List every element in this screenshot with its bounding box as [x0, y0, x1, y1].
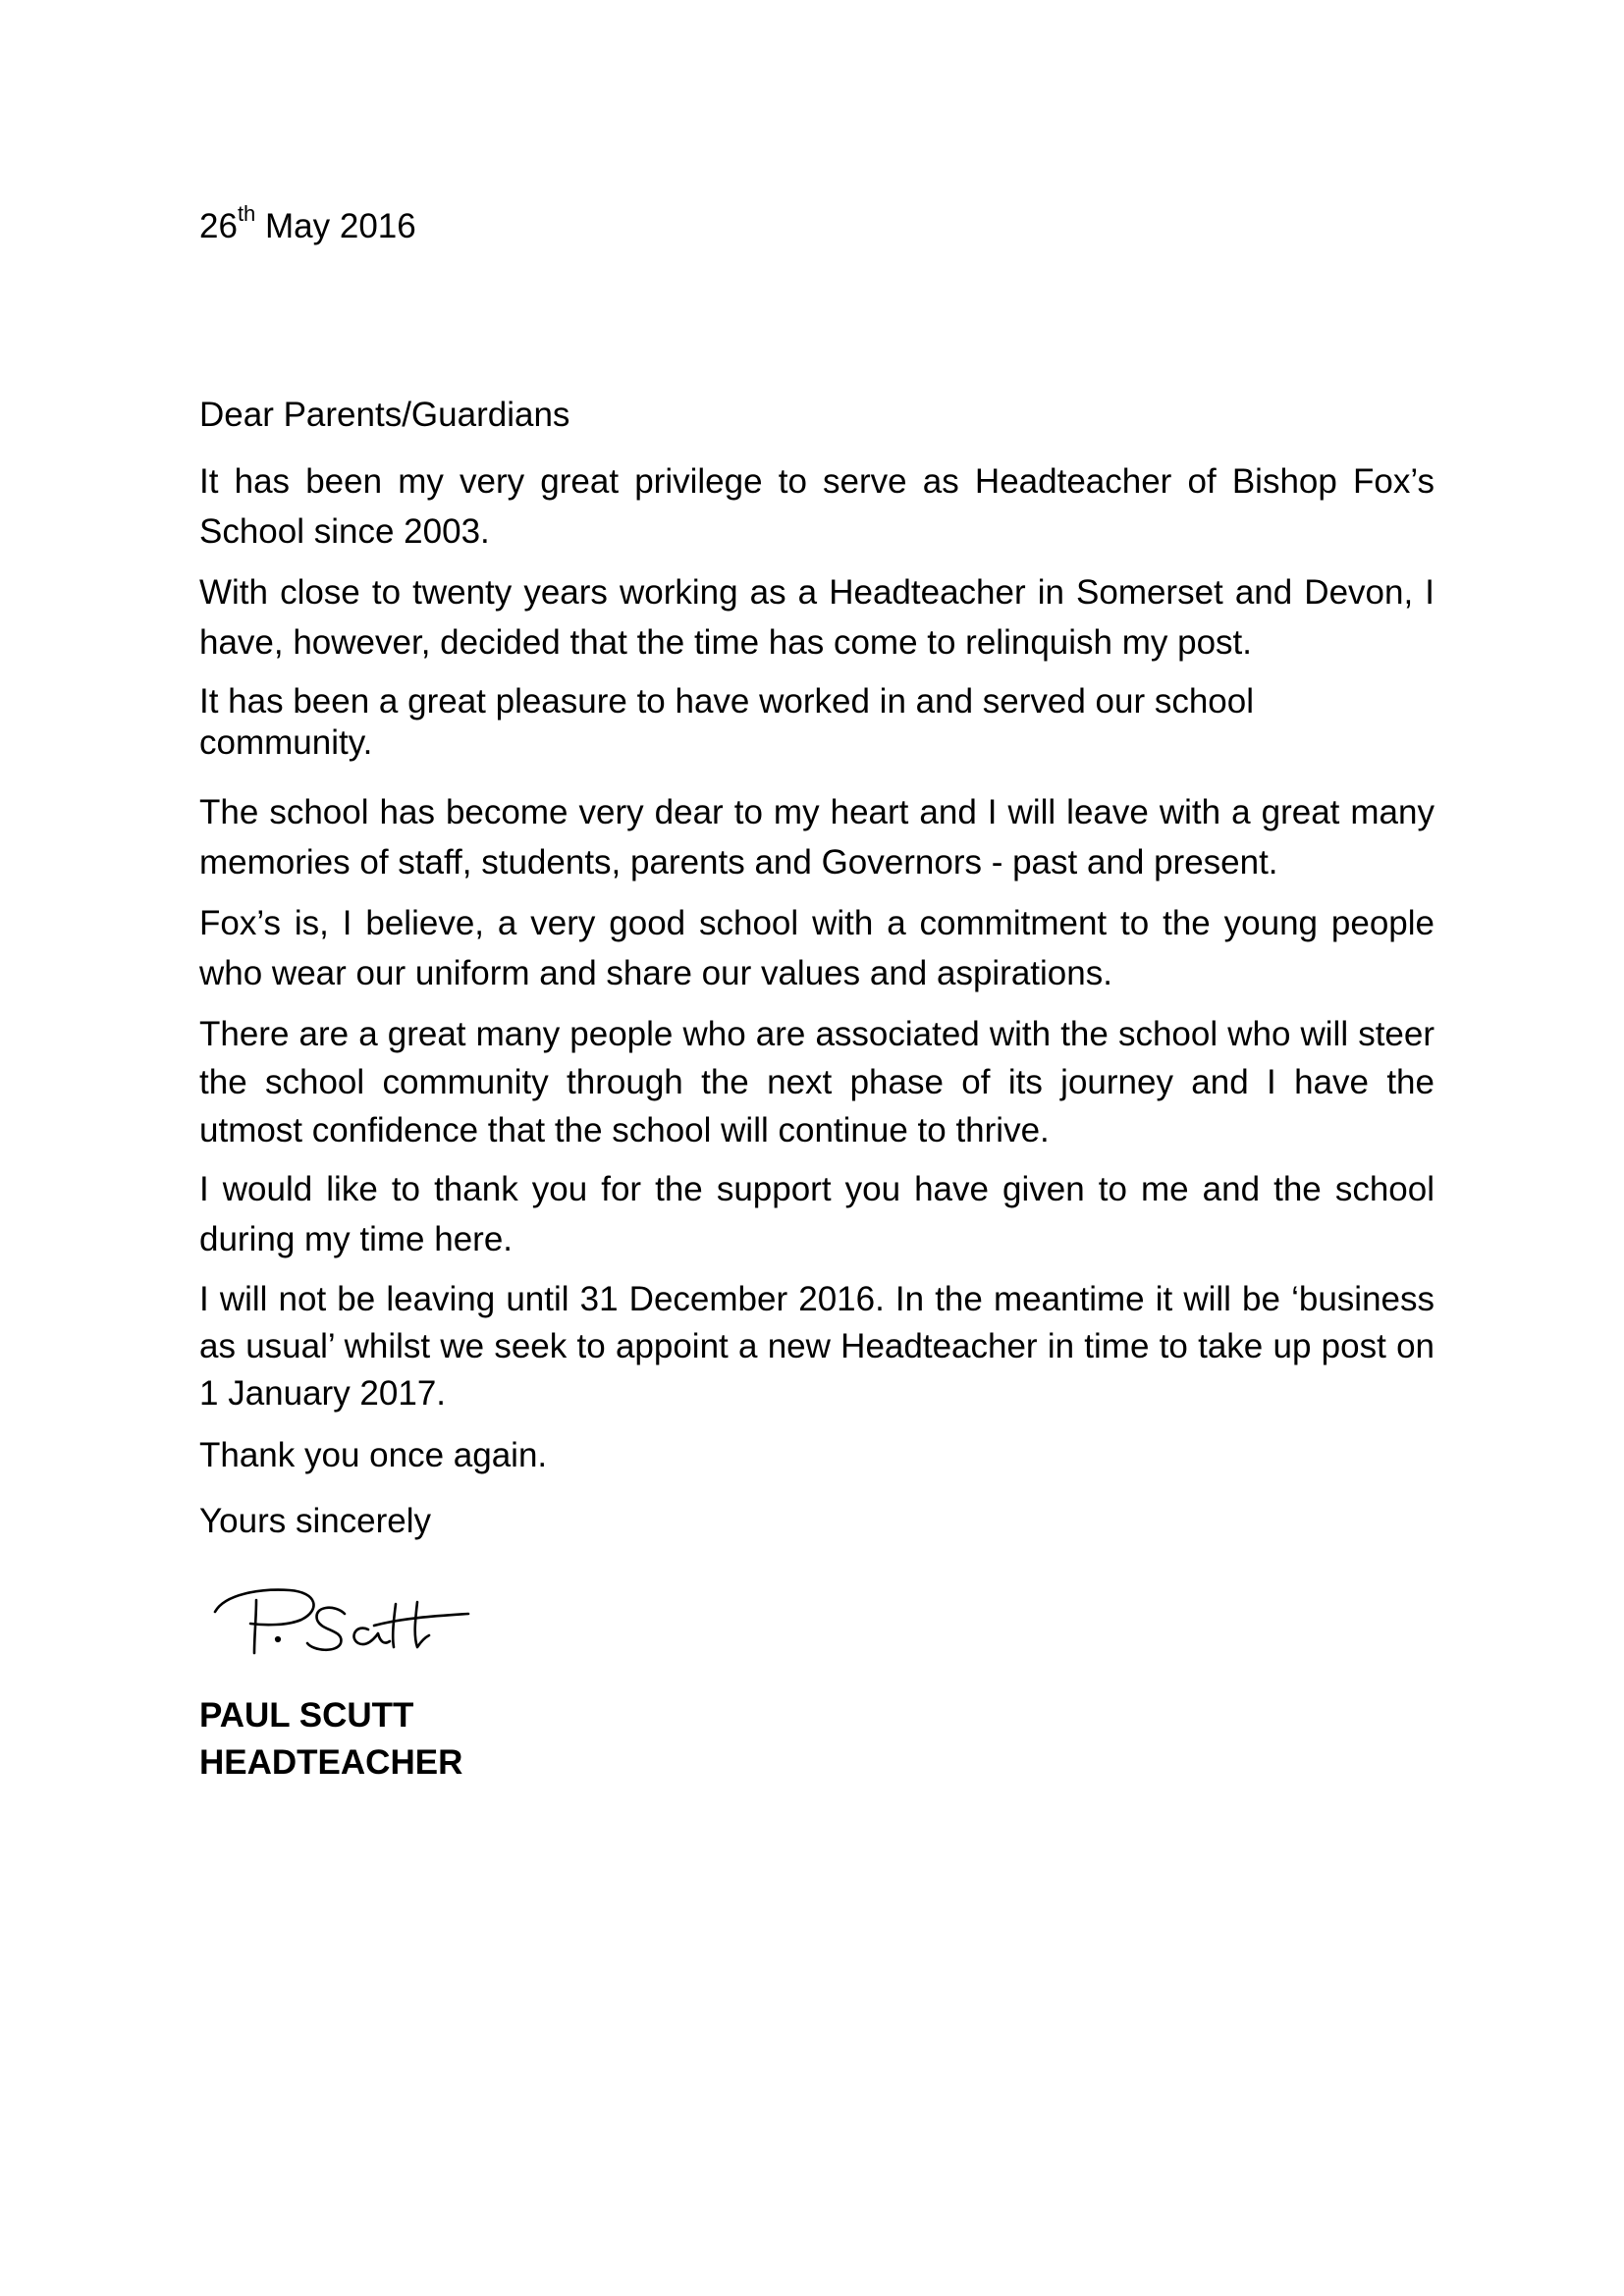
salutation: Dear Parents/Guardians: [199, 396, 570, 434]
paragraph-decision: With close to twenty years working as a Headteacher in Somerset and Devon, I have, however, decided that the time has come to relinquish my post.: [199, 573, 1435, 662]
signatory-name: PAUL SCUTT: [199, 1696, 414, 1735]
signatory-title: HEADTEACHER: [199, 1743, 463, 1782]
date-month-year: May 2016: [255, 207, 416, 245]
paragraph-next-phase: There are a great many people who are associated with the school who will steer the school community through the next phase of its journey and I have the utmost confidence that the school will continue to thrive.: [199, 1015, 1435, 1149]
letter-date: [199, 201, 416, 251]
date-suffix: th: [237, 201, 256, 227]
date-day: 26: [199, 207, 238, 245]
paragraph-thank-you: Thank you once again.: [199, 1436, 548, 1474]
paragraph-thanks-support: I would like to thank you for the support you have given to me and the school during my time here.: [199, 1170, 1435, 1258]
handwritten-signature: [211, 1580, 506, 1669]
paragraph-privilege: It has been my very great privilege to serve as Headteacher of Bishop Fox’s School since 2003.: [199, 462, 1435, 551]
paragraph-memories: The school has become very dear to my heart and I will leave with a great many memories of staff, students, parents and Governors - past and present.: [199, 793, 1435, 881]
paragraph-good-school: Fox’s is, I believe, a very good school with a commitment to the young people who wear our uniform and share our values and aspirations.: [199, 904, 1435, 992]
paragraph-leaving-date: I will not be leaving until 31 December 2016. In the meantime it will be ‘business as usual’ whilst we seek to appoint a new Headteacher in time to take up post on 1 January 2017.: [199, 1280, 1435, 1413]
closing: Yours sincerely: [199, 1502, 432, 1540]
paragraph-pleasure: It has been a great pleasure to have worked in and served our school community.: [199, 682, 1255, 762]
